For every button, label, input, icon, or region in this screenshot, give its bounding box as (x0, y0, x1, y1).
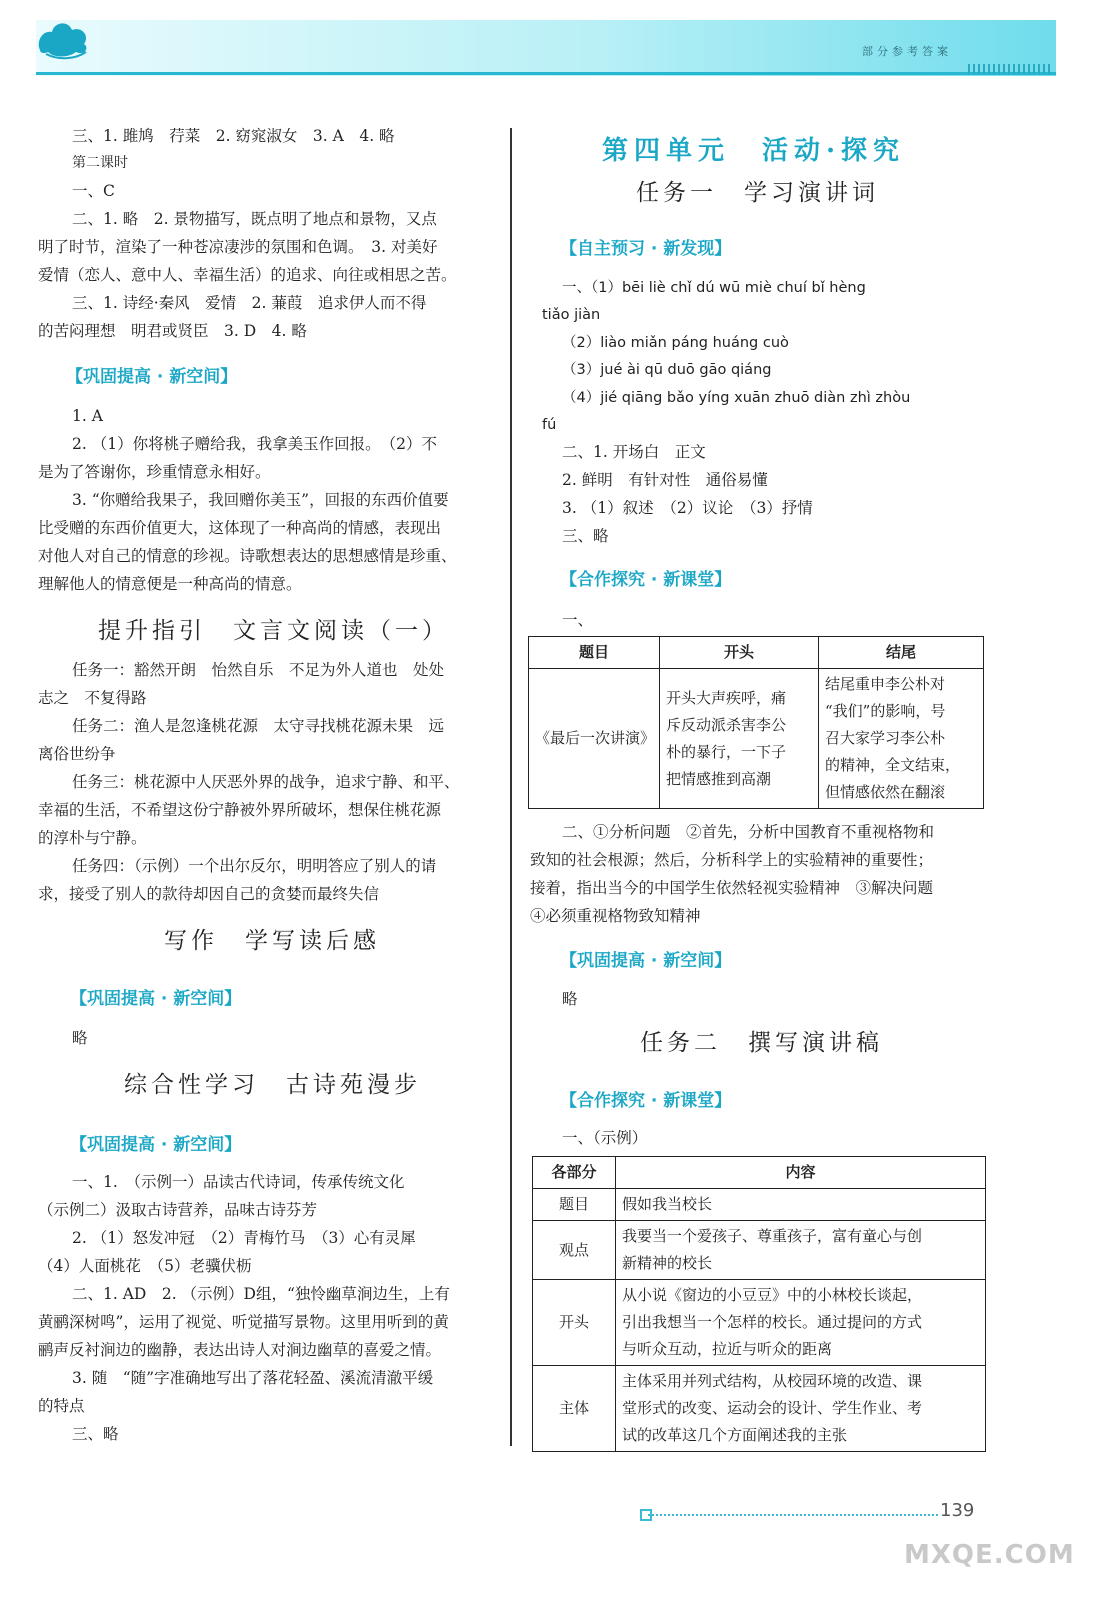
table-cell (819, 669, 984, 809)
text-line: 三、1. 雎鸠 荇菜 2. 窈窕淑女 3. A 4. 略 (72, 127, 395, 145)
text-line: 鹂声反衬涧边的幽静，表达出诗人对涧边幽草的喜爱之情。 (38, 1341, 442, 1359)
text-line: 是为了答谢你，珍重情意永相好。 (38, 463, 271, 481)
text-line: 的苦闷理想 明君或贤臣 3. D 4. 略 (38, 322, 307, 340)
text-line: 2. （1）怒发冲冠 （2）青梅竹马 （3）心有灵犀 (72, 1229, 416, 1247)
pinyin-line: （2）liào miǎn páng huáng cuò (562, 335, 789, 351)
table-cell (616, 1189, 986, 1221)
table-header-row (529, 637, 984, 669)
cell-line: 堂形式的改变、运动会的设计、学生作业、考 (622, 1399, 923, 1417)
speech-outline-table (532, 1156, 986, 1452)
cell-line: 斥反动派杀害李公 (666, 715, 787, 734)
table-cell: 《最后一次讲演》 (529, 669, 660, 809)
header-rule (36, 72, 1056, 75)
section-heading: 【巩固提高 · 新空间】 (66, 367, 238, 387)
page-number: 139 (940, 1500, 975, 1521)
text-line: 3. “你赠给我果子，我回赠你美玉”，回报的东西价值要 (72, 491, 449, 509)
table-header: 内容 (616, 1157, 986, 1189)
pinyin-line: （4）jié qiāng bǎo yíng xuān zhuō diàn zhì zhòu (562, 390, 911, 406)
text-line: 求，接受了别人的款待却因自己的贪婪而最终失信 (38, 885, 380, 903)
text-line: 任务一：豁然开朗 怡然自乐 不足为外人道也 处处 (72, 661, 445, 679)
section-heading: 【巩固提高 · 新空间】 (70, 989, 242, 1009)
pinyin-line: fú (542, 417, 557, 433)
text-line: 2. 鲜明 有针对性 通俗易懂 (562, 471, 768, 489)
text-line: ④必须重视格物致知精神 (530, 907, 701, 925)
text-line: 的特点 (38, 1397, 85, 1415)
text-line: （4）人面桃花 （5）老骥伏枥 (38, 1257, 252, 1275)
table-header: 开头 (660, 637, 819, 669)
pinyin-line: tiǎo jiàn (542, 307, 601, 323)
table-header: 各部分 (533, 1157, 616, 1189)
table-header: 题目 (529, 637, 660, 669)
cloud-logo-icon (34, 16, 94, 62)
cell-line: 召大家学习李公朴 (825, 729, 946, 747)
cell-line: 但情感依然在翻滚 (825, 783, 946, 801)
speech-table (528, 636, 984, 809)
cell-line: 假如我当校长 (622, 1195, 713, 1213)
section-heading: 【合作探究 · 新课堂】 (560, 1091, 732, 1111)
table-cell (660, 669, 819, 809)
text-line: 2. （1）你将桃子赠给我，我拿美玉作回报。 （2）不 (72, 435, 437, 453)
text-line: 的淳朴与宁静。 (38, 829, 147, 847)
table-header-row (533, 1157, 986, 1189)
text-line: 幸福的生活，不希望这份宁静被外界所破坏，想保住桃花源 (38, 801, 442, 819)
cell-line: 朴的暴行，一下子 (666, 742, 787, 761)
text-line: 任务三：桃花源中人厌恶外界的战争，追求宁静、和平、 (72, 773, 460, 791)
cell-line: “我们”的影响，号 (825, 702, 946, 720)
watermark: MXQE.COM (904, 1540, 1075, 1570)
text-line: 三、1. 诗经·秦风 爱情 2. 蒹葭 追求伊人而不得 (72, 294, 427, 312)
table-cell (616, 1221, 986, 1280)
cell-line: 与听众互动，拉近与听众的距离 (622, 1340, 833, 1358)
heading-tisheng: 提升指引 文言文阅读（一） (98, 618, 449, 644)
table-header: 结尾 (819, 637, 984, 669)
heading-zonghe: 综合性学习 古诗苑漫步 (124, 1072, 421, 1098)
text-line: 任务四：（示例）一个出尔反尔，明明答应了别人的请 (72, 857, 437, 875)
table-row (533, 1280, 986, 1366)
table-row (533, 1189, 986, 1221)
cell-line: 把情感推到高潮 (666, 769, 772, 788)
pinyin-line: 一、（1）bēi liè chǐ dú wū miè chuí bǐ hèng (562, 280, 866, 296)
text-line: （示例二）汲取古诗营养，品味古诗芬芳 (38, 1201, 318, 1219)
table-row (533, 1366, 986, 1452)
unit-title: 第四单元 活动·探究 (602, 136, 906, 166)
text-line: 一、（示例） (562, 1129, 648, 1147)
text-line: 3. （1）叙述 （2）议论 （3）抒情 (562, 499, 813, 517)
header-barcode (968, 64, 1052, 74)
text-line: 离俗世纷争 (38, 745, 116, 763)
text-line: 略 (562, 990, 578, 1008)
text-line: 第二课时 (72, 155, 128, 171)
pinyin-line: （3）jué ài qū duō gāo qiáng (562, 362, 772, 378)
cell-line: 我要当一个爱孩子、尊重孩子，富有童心与创 (622, 1227, 923, 1245)
text-line: 三、略 (562, 527, 609, 545)
text-line: 比受赠的东西价值更大，这体现了一种高尚的情感，表现出 (38, 519, 442, 537)
table-cell (616, 1366, 986, 1452)
text-line: 理解他人的情意便是一种高尚的情意。 (38, 575, 302, 593)
table-cell: 开头 (533, 1280, 616, 1366)
text-line: 二、1. AD 2. （示例）D组，“独怜幽草涧边生，上有 (72, 1285, 450, 1303)
header-label: 部分参考答案 (862, 45, 952, 58)
text-line: 致知的社会根源；然后，分析科学上的实验精神的重要性； (530, 851, 934, 869)
text-line: 1. A (72, 407, 103, 425)
heading-xiezuo: 写作 学写读后感 (164, 928, 380, 954)
table-cell (616, 1280, 986, 1366)
text-line: 一、1. （示例一）品读古代诗词，传承传统文化 (72, 1173, 405, 1191)
text-line: 二、1. 略 2. 景物描写，既点明了地点和景物，又点 (72, 210, 437, 228)
table-cell: 题目 (533, 1189, 616, 1221)
cell-line: 从小说《窗边的小豆豆》中的小林校长谈起， (622, 1286, 923, 1304)
text-line: 二、1. 开场白 正文 (562, 443, 706, 461)
task2-title: 任务二 撰写演讲稿 (640, 1030, 883, 1056)
cell-line: 新精神的校长 (622, 1254, 713, 1272)
table-row (529, 669, 984, 809)
cell-line: 结尾重申李公朴对 (825, 675, 946, 693)
cell-line: 试的改革这几个方面阐述我的主张 (622, 1426, 848, 1444)
cell-line: 的精神，全文结束， (825, 756, 961, 774)
cell-line: 开头大声疾呼，痛 (666, 688, 787, 707)
section-heading: 【自主预习 · 新发现】 (560, 239, 732, 259)
cell-line: 引出我想当一个怎样的校长。通过提问的方式 (622, 1313, 923, 1331)
text-line: 三、略 (72, 1425, 119, 1443)
text-line: 任务二：渔人是忽逢桃花源 太守寻找桃花源未果 远 (72, 717, 445, 735)
cell-line: 主体采用并列式结构，从校园环境的改造、课 (622, 1372, 923, 1390)
text-line: 对他人对自己的情意的珍视。诗歌想表达的思想感情是珍重、 (38, 547, 457, 565)
text-line: 明了时节，渲染了一种苍凉凄涉的氛围和色调。 3. 对美好 (38, 238, 438, 256)
column-divider (510, 128, 512, 1446)
text-line: 一、C (72, 182, 115, 200)
section-heading: 【巩固提高 · 新空间】 (560, 951, 732, 971)
table-cell: 主体 (533, 1366, 616, 1452)
table-cell: 观点 (533, 1221, 616, 1280)
text-line: 一、 (562, 611, 594, 629)
section-heading: 【巩固提高 · 新空间】 (70, 1135, 242, 1155)
text-line: 接着，指出当今的中国学生依然轻视实验精神 ③解决问题 (530, 879, 934, 897)
section-heading: 【合作探究 · 新课堂】 (560, 570, 732, 590)
table-row (533, 1221, 986, 1280)
footer-dotted-rule (648, 1514, 938, 1516)
text-line: 志之 不复得路 (38, 689, 147, 707)
text-line: 黄鹂深树鸣”，运用了视觉、听觉描写景物。这里用听到的黄 (38, 1313, 449, 1331)
text-line: 二、①分析问题 ②首先，分析中国教育不重视格物和 (562, 823, 935, 841)
text-line: 爱情（恋人、意中人、幸福生活）的追求、向往或相思之苦。 (38, 266, 457, 284)
task1-title: 任务一 学习演讲词 (636, 180, 879, 206)
text-line: 3. 随 “随”字准确地写出了落花轻盈、溪流清澈平缓 (72, 1369, 434, 1387)
text-line: 略 (72, 1029, 88, 1047)
